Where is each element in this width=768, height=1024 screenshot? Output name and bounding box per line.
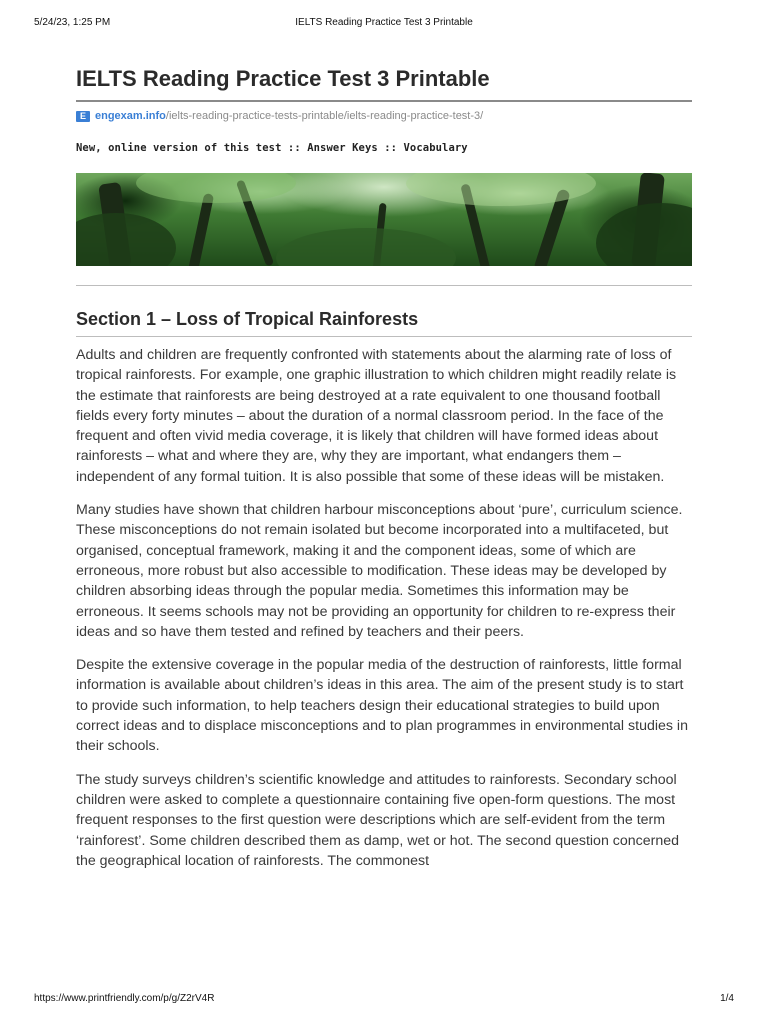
print-url: https://www.printfriendly.com/p/g/Z2rV4R	[34, 993, 215, 1004]
source-domain-link[interactable]: engexam.info	[95, 110, 166, 122]
print-page-title: IELTS Reading Practice Test 3 Printable	[295, 17, 473, 28]
print-datetime: 5/24/23, 1:25 PM	[34, 17, 111, 28]
print-header	[0, 17, 768, 31]
links-separator: ::	[281, 142, 308, 154]
rainforest-banner-image	[76, 173, 692, 266]
online-version-link[interactable]: New, online version of this test	[76, 142, 282, 154]
paragraph: Despite the extensive coverage in the popular media of the destruction of rainforests, little formal information is available about children’s ideas in this area. The aim of the present study is to start to provide such information, to help teachers design their educational strategies to build upon correct ideas and to displace misconceptions and to plan programmes in environmental studies in their schools.	[76, 657, 688, 755]
answer-keys-link[interactable]: Answer Keys	[307, 142, 378, 154]
article	[76, 64, 692, 871]
divider	[76, 285, 692, 286]
vocabulary-link[interactable]: Vocabulary	[403, 142, 468, 154]
paragraph: Many studies have shown that children harbour misconceptions about ‘pure’, curriculum science. These misconceptions do not remain isolated but become incorporated into a multifaceted, but organised, conceptual framework, making it and the component ideas, some of which are erroneous, more robust but also accessible to modification. These ideas may be developed by children absorbing ideas through the popular media. Sometimes this information may be erroneous. It seems schools may not be providing an opportunity for children to re-express their ideas and so have them tested and refined by teachers and their peers.	[76, 502, 683, 640]
site-logo-icon: E	[76, 111, 90, 122]
page-number: 1/4	[720, 993, 734, 1004]
paragraph: Adults and children are frequently confronted with statements about the alarming rate of loss of tropical rainforests. For example, one graphic illustration to which children might readily relate is the estimate that rainforests are being destroyed at a rate equivalent to one thousand football fields every forty minutes – about the duration of a normal classroom period. In the face of the frequent and often vivid media coverage, it is likely that children will have formed ideas about rainforests – what and where they are, why they are important, what endangers them – independent of any formal tuition. It is also possible that some of these ideas will be mistaken.	[76, 347, 677, 485]
source-path-link[interactable]: /ielts-reading-practice-tests-printable/ielts-reading-practice-test-3/	[165, 110, 484, 122]
paragraph: The study surveys children’s scientific knowledge and attitudes to rainforests. Secondary school children were asked to complete a questionnaire containing five open-form questions. The most frequent responses to the first question were descriptions which are self-evident from the term ‘rainforest’. Some children described them as damp, wet or hot. The second question concerned the geographical location of rainforests. The commonest	[76, 771, 680, 869]
print-footer	[0, 993, 768, 1007]
links-separator: ::	[377, 142, 404, 154]
page-title: IELTS Reading Practice Test 3 Printable	[76, 64, 692, 102]
section-title: Section 1 – Loss of Tropical Rainforests	[76, 307, 692, 337]
source-line	[76, 108, 692, 124]
test-links	[76, 142, 692, 158]
